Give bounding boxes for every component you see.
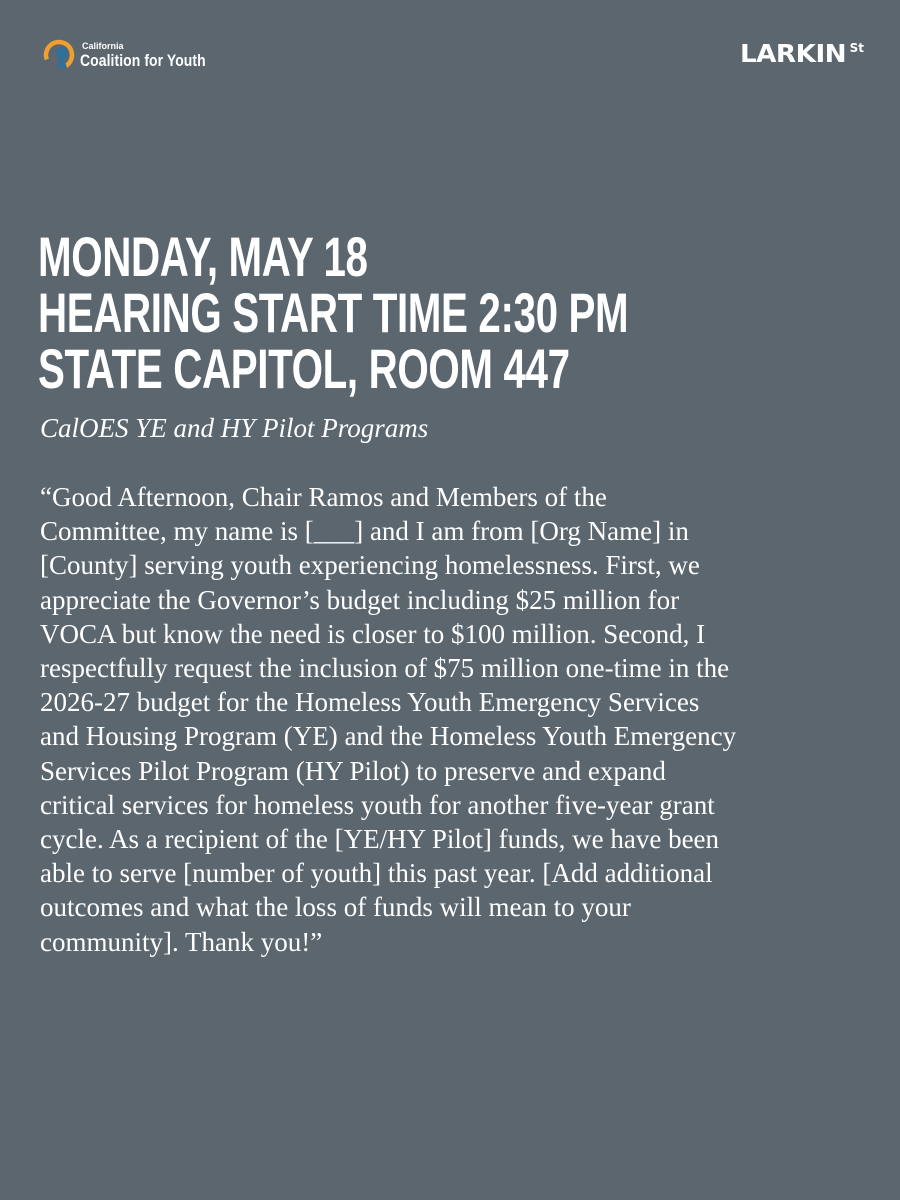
headline-date: MONDAY, MAY 18 <box>38 225 368 288</box>
headline <box>38 225 858 400</box>
coalition-logo-icon <box>42 38 76 72</box>
headline-location: STATE CAPITOL, ROOM 447 <box>38 337 570 400</box>
logo-main-text: Coalition for Youth <box>80 50 206 70</box>
coalition-logo <box>42 38 233 72</box>
logo-small-text: California <box>82 40 124 51</box>
subtitle: CalOES YE and HY Pilot Programs <box>40 413 429 443</box>
testimony-text: “Good Afternoon, Chair Ramos and Members of the Committee, my name is [___] and I am from [Org Name] in [County] serving youth experiencing homelessness. First, we appreciate the Governor’s budget including $25 million for VOCA but know the need is closer to $100 million. Second, I respectfully request the inclusion of $75 million one-time in the 2026-27 budget for the Homeless Youth Emergency Services and Housing Program (YE) and the Homeless Youth Emergency Services Pilot Program (HY Pilot) to preserve and expand critical services for homeless youth for another five-year grant cycle. As a recipient of the [YE/HY Pilot] funds, we have been able to serve [number of youth] this past year. [Add additional outcomes and what the loss of funds will mean to your community]. Thank you!” <box>40 482 737 957</box>
larkin-logo-text: LARKIN <box>740 39 847 68</box>
headline-time: HEARING START TIME 2:30 PM <box>38 281 629 344</box>
larkin-logo-superscript: St <box>849 41 864 55</box>
larkin-logo <box>740 39 864 68</box>
